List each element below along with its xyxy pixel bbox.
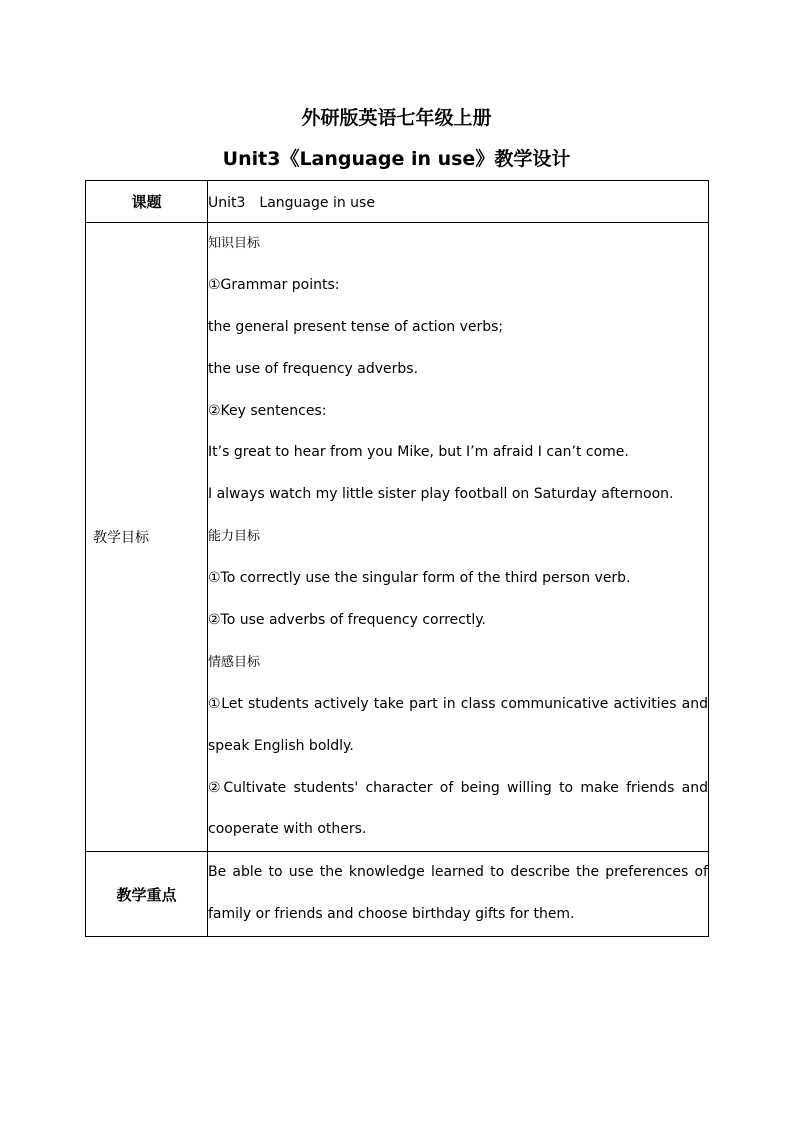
- objective-line: ①Grammar points:: [208, 276, 340, 293]
- objective-line: ①Let students actively take part in class communicative activities and: [208, 695, 708, 712]
- objective-line: the general present tense of action verbs;: [208, 318, 504, 335]
- key-points-content: [208, 852, 709, 937]
- lesson-plan-table: [85, 180, 709, 937]
- objective-line: cooperate with others.: [208, 821, 367, 838]
- emotional-objectives-heading: 情感目标: [208, 654, 261, 670]
- objective-line: ②Cultivate students' character of being willing to make friends and: [208, 779, 708, 796]
- topic-value: Unit3 Language in use: [208, 181, 709, 223]
- document-subtitle: Unit3《Language in use》教学设计: [222, 148, 571, 170]
- key-point-line: Be able to use the knowledge learned to describe the preferences of: [208, 864, 708, 881]
- table-row-topic: [86, 181, 709, 223]
- document-title: 外研版英语七年级上册: [301, 107, 492, 129]
- objective-line: It’s great to hear from you Mike, but I’m afraid I can’t come.: [208, 444, 629, 461]
- knowledge-objectives-heading: 知识目标: [208, 236, 261, 251]
- objective-line: ①To correctly use the singular form of the third person verb.: [208, 570, 631, 587]
- objectives-content: [208, 223, 709, 852]
- objective-line: ②To use adverbs of frequency correctly.: [208, 612, 486, 629]
- key-points-label: 教学重点: [86, 852, 208, 937]
- objectives-label: 教学目标: [86, 223, 208, 852]
- objective-line: ②Key sentences:: [208, 402, 327, 419]
- objective-line: I always watch my little sister play football on Saturday afternoon.: [208, 486, 674, 503]
- table-row-key-points: [86, 852, 709, 937]
- topic-label: 课题: [86, 181, 208, 223]
- table-row-objectives: [86, 223, 709, 852]
- key-point-line: family or friends and choose birthday gifts for them.: [208, 906, 575, 923]
- ability-objectives-heading: 能力目标: [208, 529, 261, 545]
- objective-line: speak English boldly.: [208, 737, 354, 754]
- objective-line: the use of frequency adverbs.: [208, 360, 419, 377]
